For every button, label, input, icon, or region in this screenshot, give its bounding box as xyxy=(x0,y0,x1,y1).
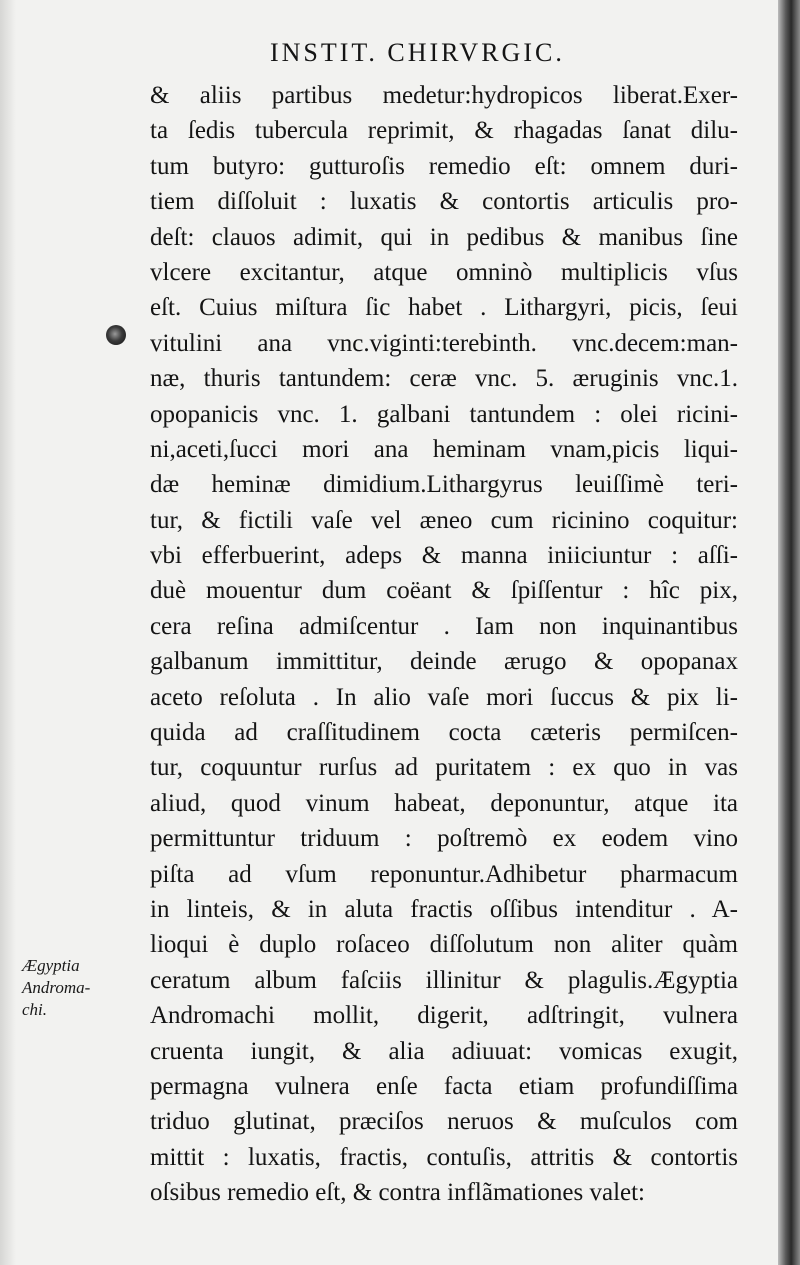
text-line: cera reſina admiſcentur . Iam non inquinantibus xyxy=(150,612,738,640)
text-line: vbi efferbuerint, adeps & manna iniiciuntur : aſſi- xyxy=(150,542,738,570)
text-line: opopanicis vnc. 1. galbani tantundem : olei ricini- xyxy=(150,400,738,428)
margin-note xyxy=(22,955,90,1021)
text-line: galbanum immittitur, deinde ærugo & opopanax xyxy=(150,648,738,676)
text-line: ta ſedis tubercula reprimit, & rhagadas ſanat dilu- xyxy=(150,117,738,145)
text-line: tiem diſſoluit : luxatis & contortis articulis pro- xyxy=(150,188,738,216)
text-line: cruenta iungit, & alia adiuuat: vomicas exugit, xyxy=(150,1037,738,1065)
margin-note-line: chi. xyxy=(22,1000,48,1019)
text-line: deſt: clauos adimit, qui in pedibus & manibus ſine xyxy=(150,223,738,251)
text-line: dæ heminæ dimidium.Lithargyrus leuiſſimè teri- xyxy=(150,471,738,499)
text-line: tum butyro: gutturoſis remedio eſt: omnem duri- xyxy=(150,152,738,180)
body-text xyxy=(150,78,738,1211)
text-line: in linteis, & in aluta fractis oſſibus intenditur . A- xyxy=(150,895,738,923)
text-line: piſta ad vſum reponuntur.Adhibetur pharmacum xyxy=(150,860,738,888)
text-line: aceto reſoluta . In alio vaſe mori ſuccus & pix li- xyxy=(150,683,738,711)
text-line: duè mouentur dum coëant & ſpiſſentur : hîc pix, xyxy=(150,577,738,605)
text-line: tur, coquuntur rurſus ad puritatem : ex quo in vas xyxy=(150,754,738,782)
text-line: vlcere excitantur, atque omninò multiplicis vſus xyxy=(150,258,738,286)
text-line: eſt. Cuius miſtura ſic habet . Lithargyri, picis, ſeui xyxy=(150,294,738,322)
margin-note-line: Androma- xyxy=(22,978,91,997)
text-line: næ, thuris tantundem: ceræ vnc. 5. æruginis vnc.1. xyxy=(150,365,738,393)
text-line: & aliis partibus medetur:hydropicos liberat.Exer- xyxy=(150,82,738,109)
text-line: vitulini ana vnc.viginti:terebinth. vnc.decem:man- xyxy=(150,329,738,357)
text-line: lioqui è duplo roſaceo diſſolutum non aliter quàm xyxy=(150,931,738,959)
text-line: triduo glutinat, præciſos neruos & muſculos com xyxy=(150,1108,738,1136)
text-line: oſsibus remedio eſt, & contra inflãmationes valet: xyxy=(150,1179,646,1207)
ink-blot xyxy=(106,325,126,345)
text-line: tur, & fictili vaſe vel æneo cum ricinino coquitur: xyxy=(150,506,738,534)
text-line: Andromachi mollit, digerit, adſtringit, vulnera xyxy=(150,1002,738,1030)
text-line: permagna vulnera enſe facta etiam profundiſſima xyxy=(150,1072,738,1100)
margin-note-line: Ægyptia xyxy=(22,956,80,975)
text-line: permittuntur triduum : poſtremò ex eodem vino xyxy=(150,825,738,853)
text-line: quida ad craſſitudinem cocta cæteris permiſcen- xyxy=(150,719,738,747)
page-edge xyxy=(778,0,800,1265)
text-line: aliud, quod vinum habeat, deponuntur, atque ita xyxy=(150,789,738,817)
running-head: INSTIT. CHIRVRGIC. xyxy=(270,38,565,67)
text-line: mittit : luxatis, fractis, contuſis, attritis & contortis xyxy=(150,1143,738,1171)
text-line: ceratum album faſciis illinitur & plagulis.Ægyptia xyxy=(150,966,738,994)
text-line: ni,aceti,ſucci mori ana heminam vnam,picis liqui- xyxy=(150,435,738,463)
page-shadow xyxy=(0,0,16,1265)
